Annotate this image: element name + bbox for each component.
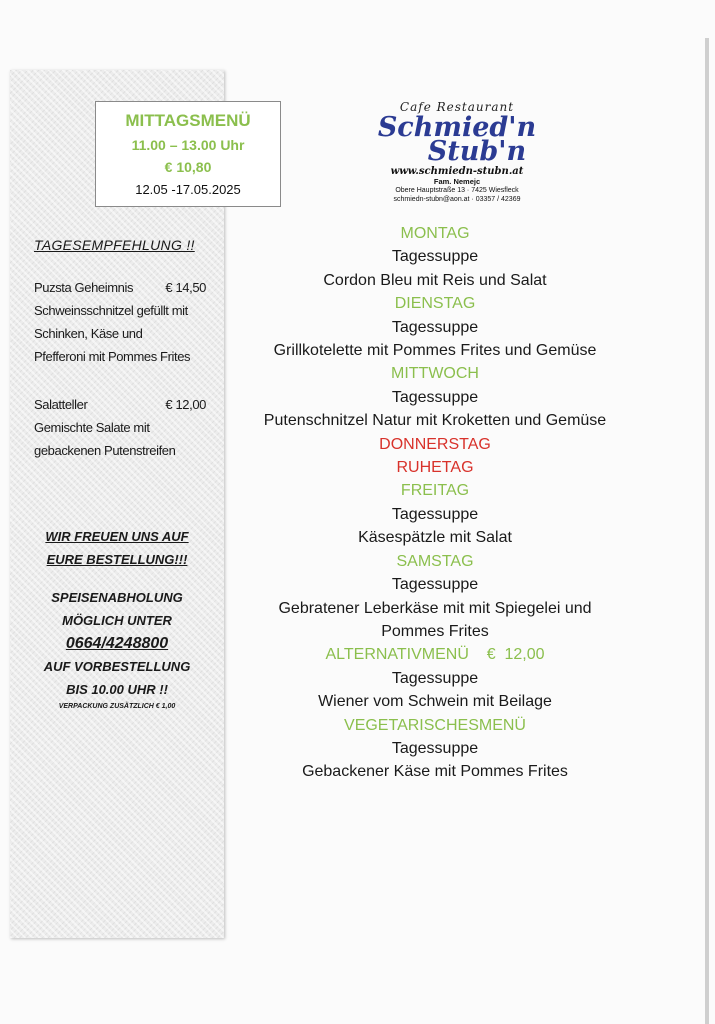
menu-soup: Tagessuppe [391,669,479,687]
logo-address: Obere Hauptstraße 13 · 7425 Wiesfleck [395,187,519,194]
lunch-menu-price: € 10,80 [164,159,212,175]
menu-main: Gebratener Leberkäse mit mit Spiegelei und [278,599,592,617]
dish-description: Gemischte Salate mit [34,420,150,435]
dish-salatteller [34,393,206,462]
menu-soup: Tagessuppe [391,739,479,757]
menu-main: Gebackener Käse mit Pommes Frites [302,763,568,781]
pickup-line: SPEISENABHOLUNG [51,590,183,605]
lunch-menu-title: MITTAGSMENÜ [125,111,251,130]
pickup-info [22,586,212,713]
dish-description: Schweinsschnitzel gefüllt mit [34,303,188,318]
phone-number[interactable]: 0664/4248800 [65,635,169,652]
menu-soup: Tagessuppe [391,388,479,406]
menu-soup: Tagessuppe [391,318,479,336]
preorder-line: AUF VORBESTELLUNG [43,659,191,674]
lunch-menu-box [95,101,281,207]
day-heading: SAMSTAG [396,552,474,570]
vegetarian-menu-heading: VEGETARISCHESMENÜ [344,716,526,734]
day-heading: MITTWOCH [391,365,479,383]
dish-description: Pfefferoni mit Pommes Frites [34,349,191,364]
alternative-menu-heading: ALTERNATIVMENÜ € 12,00 [325,646,545,664]
dish-description: Schinken, Käse und [34,326,143,341]
restaurant-logo [362,100,552,210]
menu-main: Cordon Bleu mit Reis und Salat [323,271,547,289]
order-callout [22,525,212,571]
logo-website[interactable]: www.schmiedn-stubn.at [390,166,524,177]
menu-soup: Tagessuppe [391,248,479,266]
closed-note: RUHETAG [396,459,474,477]
menu-main: Putenschnitzel Natur mit Kroketten und Gemüse [263,412,607,430]
menu-soup: Tagessuppe [391,505,479,523]
preorder-line: BIS 10.00 UHR !! [66,682,168,697]
menu-soup: Tagessuppe [391,576,479,594]
logo-contact: schmiedn-stubn@aon.at · 03357 / 42369 [393,196,521,203]
pickup-line: MÖGLICH UNTER [62,613,172,628]
logo-tagline: Cafe Restaurant [399,100,515,114]
dish-price: € 14,50 [165,280,206,295]
logo-name-line1: Schmied'n [377,112,537,143]
order-callout-line: WIR FREUEN UNS AUF [45,529,189,544]
logo-family: Fam. Nemejc [433,177,481,186]
dish-price: € 12,00 [165,397,206,412]
lunch-menu-time: 11.00 – 13.00 Uhr [131,137,245,153]
dish-name: Salatteller [34,397,88,412]
logo-name [362,112,552,167]
menu-main: Käsespätzle mit Salat [358,529,512,547]
packaging-note: VERPACKUNG ZUSÄTZLICH € 1,00 [58,703,176,710]
order-callout-line: EURE BESTELLUNG!!! [46,552,188,567]
day-heading: DONNERSTAG [379,435,491,453]
dish-name: Puzsta Geheimnis [34,280,134,295]
logo-name-line2: Stub'n [427,136,527,167]
menu-main: Pommes Frites [381,622,489,640]
recommendation-title: TAGESEMPFEHLUNG !! [34,237,195,253]
weekly-menu [230,222,640,784]
page-edge [705,38,709,1024]
day-heading: DIENSTAG [394,295,476,313]
day-heading: MONTAG [400,225,470,242]
menu-main: Grillkotelette mit Pommes Frites und Gemüse [273,342,597,360]
menu-main: Wiener vom Schwein mit Beilage [318,693,552,711]
lunch-menu-dates: 12.05 -17.05.2025 [135,182,241,197]
dish-puszta [34,276,206,368]
dish-description: gebackenen Putenstreifen [34,443,176,458]
day-heading: FREITAG [400,482,470,500]
